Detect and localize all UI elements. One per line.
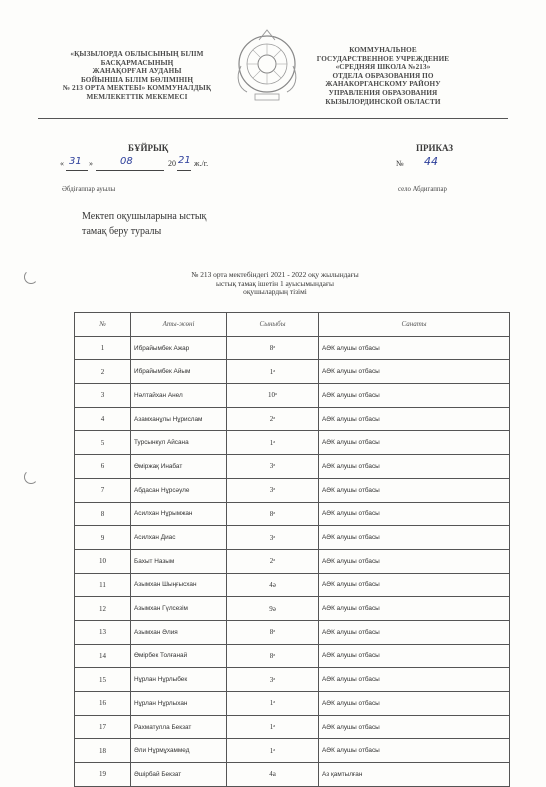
- table-row: [75, 644, 510, 668]
- student-table: [74, 312, 510, 787]
- student-category: АӘК алушы отбасы: [319, 526, 510, 550]
- list-title-line: оқушылардың тізімі: [243, 287, 307, 297]
- student-category: АӘК алушы отбасы: [319, 478, 510, 502]
- student-category: АӘК алушы отбасы: [319, 360, 510, 384]
- date-close-quote: »: [89, 159, 93, 168]
- student-grade: 4а: [227, 763, 319, 787]
- header-right-line: «СРЕДНЯЯ ШКОЛА №213»: [335, 63, 431, 72]
- student-name: Ибрайымбек Айым: [131, 360, 227, 384]
- row-number: 4: [75, 407, 131, 431]
- student-name: Азымхан Әлия: [131, 620, 227, 644]
- student-name: Азамханұлы Нұрислам: [131, 407, 227, 431]
- header-left-line: «ҚЫЗЫЛОРДА ОБЛЫСЫНЫҢ БІЛІМ: [70, 50, 204, 58]
- student-category: АӘК алушы отбасы: [319, 455, 510, 479]
- row-number: 16: [75, 692, 131, 716]
- order-date: [60, 155, 250, 172]
- table-row: [75, 620, 510, 644]
- row-number: 12: [75, 597, 131, 621]
- student-name: Нұрлан Нұрлыбек: [131, 668, 227, 692]
- student-grade: 2ᵃ: [227, 549, 319, 573]
- date-day: 31: [69, 156, 82, 167]
- order-label-russian: ПРИКАЗ: [416, 143, 454, 153]
- student-category: АӘК алушы отбасы: [319, 715, 510, 739]
- student-category: АӘК алушы отбасы: [319, 502, 510, 526]
- row-number: 8: [75, 502, 131, 526]
- header-right-line: КОММУНАЛЬНОЕ: [349, 46, 417, 54]
- table-row: [75, 455, 510, 479]
- header-right-line: ГОСУДАРСТВЕННОЕ УЧРЕЖДЕНИЕ: [316, 54, 450, 63]
- student-name: Асилхан Диас: [131, 526, 227, 550]
- student-grade: 8ᵃ: [227, 502, 319, 526]
- header-right-line: УПРАВЛЕНИЯ ОБРАЗОВАНИЯ: [328, 88, 438, 97]
- header-left-line: БАСҚАРМАСЫНЫҢ: [100, 58, 174, 67]
- student-category: АӘК алушы отбасы: [319, 739, 510, 763]
- table-row: [75, 668, 510, 692]
- header-left-line: № 213 ОРТА МЕКТЕБІ» КОММУНАЛДЫҚ: [62, 84, 212, 93]
- row-number: 18: [75, 739, 131, 763]
- header-left-line: БОЙЫНША БІЛІМ БӨЛІМІНІҢ: [80, 75, 194, 84]
- date-year-unit: ж./г.: [194, 159, 209, 168]
- order-label-kazakh: БҰЙРЫҚ: [128, 143, 169, 153]
- student-grade: 10ᵃ: [227, 384, 319, 408]
- table-row: [75, 384, 510, 408]
- student-name: Турсынкул Айсана: [131, 431, 227, 455]
- student-name: Асилхан Нұрымжан: [131, 502, 227, 526]
- row-number: 6: [75, 455, 131, 479]
- student-grade: 9ә: [227, 597, 319, 621]
- student-grade: 8ᵃ: [227, 620, 319, 644]
- column-header-grade: Сыныбы: [227, 313, 319, 337]
- date-year-suffix: 21: [178, 155, 191, 166]
- student-grade: 1ᵃ: [227, 360, 319, 384]
- header-kazakh-institution: [42, 50, 232, 102]
- header-right-line: КЫЗЫЛОРДИНСКОЙ ОБЛАСТИ: [325, 97, 441, 106]
- student-grade: 8ᵃ: [227, 644, 319, 668]
- student-grade: 2ᵃ: [227, 407, 319, 431]
- student-grade: 1ᵃ: [227, 739, 319, 763]
- date-open-quote: «: [60, 159, 64, 168]
- table-header-row: [75, 313, 510, 337]
- row-number: 14: [75, 644, 131, 668]
- list-title-line: № 213 орта мектебіндегі 2021 - 2022 оқу жылындағы: [191, 270, 359, 279]
- table-row: [75, 597, 510, 621]
- header-left-line: МЕМЛЕКЕТТІК МЕКЕМЕСІ: [86, 92, 188, 101]
- student-category: АӘК алушы отбасы: [319, 407, 510, 431]
- student-name: Азымхан Шыңғысхан: [131, 573, 227, 597]
- student-name: Нұрлан Нұрлыхан: [131, 692, 227, 716]
- date-month: 08: [120, 156, 133, 167]
- punch-hole-mark: [24, 270, 38, 284]
- row-number: 17: [75, 715, 131, 739]
- student-grade: 1ᵃ: [227, 692, 319, 716]
- student-name: Рахматулла Бекзат: [131, 715, 227, 739]
- student-name: Абдасан Нұрсәуле: [131, 478, 227, 502]
- date-year-prefix: 20: [168, 159, 176, 168]
- student-grade: 1ᵃ: [227, 715, 319, 739]
- student-grade: 3ᵃ: [227, 478, 319, 502]
- student-name: Әшірбай Бекзат: [131, 763, 227, 787]
- table-row: [75, 431, 510, 455]
- table-body: [75, 336, 510, 786]
- table-row: [75, 526, 510, 550]
- header-divider: [38, 118, 508, 119]
- table-row: [75, 739, 510, 763]
- header-russian-institution: [288, 46, 478, 106]
- state-emblem-icon: [233, 26, 301, 110]
- table-row: [75, 336, 510, 360]
- header-left-line: ЖАНАҚОРҒАН АУДАНЫ: [92, 67, 182, 76]
- student-name: Нәлтайхан Анел: [131, 384, 227, 408]
- subject-line-2: тамақ беру туралы: [82, 226, 162, 237]
- row-number: 5: [75, 431, 131, 455]
- row-number: 2: [75, 360, 131, 384]
- student-category: АӘК алушы отбасы: [319, 668, 510, 692]
- table-row: [75, 478, 510, 502]
- table-row: [75, 573, 510, 597]
- column-header-category: Санаты: [319, 313, 510, 337]
- row-number: 7: [75, 478, 131, 502]
- student-category: АӘК алушы отбасы: [319, 620, 510, 644]
- order-number-value: 44: [424, 155, 438, 168]
- table-row: [75, 549, 510, 573]
- number-prefix: №: [396, 159, 404, 168]
- student-grade: 3ᵃ: [227, 668, 319, 692]
- row-number: 19: [75, 763, 131, 787]
- student-name: Өміржақ Инабат: [131, 455, 227, 479]
- table-row: [75, 715, 510, 739]
- student-grade: 1ᵃ: [227, 431, 319, 455]
- student-category: АӘК алушы отбасы: [319, 431, 510, 455]
- student-grade: 3ᵃ: [227, 526, 319, 550]
- student-category: Аз қамтылған: [319, 763, 510, 787]
- table-row: [75, 360, 510, 384]
- student-category: АӘК алушы отбасы: [319, 384, 510, 408]
- table-row: [75, 407, 510, 431]
- table-row: [75, 692, 510, 716]
- student-name: Әли Нұрмұхаммед: [131, 739, 227, 763]
- column-header-name: Аты-жөні: [131, 313, 227, 337]
- row-number: 1: [75, 336, 131, 360]
- student-grade: 3ᵃ: [227, 455, 319, 479]
- student-name: Бахыт Назым: [131, 549, 227, 573]
- table-row: [75, 502, 510, 526]
- header-right-line: ОТДЕЛА ОБРАЗОВАНИЯ ПО: [332, 71, 434, 80]
- place-kazakh: Әбдіғаппар ауылы: [62, 186, 116, 193]
- student-category: АӘК алушы отбасы: [319, 644, 510, 668]
- list-title: [150, 271, 400, 297]
- student-grade: 8ᵃ: [227, 336, 319, 360]
- row-number: 9: [75, 526, 131, 550]
- student-category: АӘК алушы отбасы: [319, 597, 510, 621]
- subject-line-1: Мектеп оқушыларына ыстық: [82, 211, 207, 222]
- student-category: АӘК алушы отбасы: [319, 692, 510, 716]
- punch-hole-mark: [24, 470, 38, 484]
- header-right-line: ЖАНАКОРГАНСКОМУ РАЙОНУ: [325, 80, 441, 89]
- list-title-line: ыстық тамақ ішетін 1 ауысымындағы: [216, 278, 334, 288]
- row-number: 15: [75, 668, 131, 692]
- student-category: АӘК алушы отбасы: [319, 549, 510, 573]
- order-number: [396, 155, 508, 172]
- row-number: 10: [75, 549, 131, 573]
- column-header-number: №: [75, 313, 131, 337]
- table-row: [75, 763, 510, 787]
- place-russian: село Абдигаппар: [398, 186, 447, 193]
- row-number: 3: [75, 384, 131, 408]
- student-category: АӘК алушы отбасы: [319, 336, 510, 360]
- row-number: 11: [75, 573, 131, 597]
- order-subject: [82, 209, 206, 239]
- student-name: Азымхан Гүлсезім: [131, 597, 227, 621]
- student-grade: 4ә: [227, 573, 319, 597]
- row-number: 13: [75, 620, 131, 644]
- student-category: АӘК алушы отбасы: [319, 573, 510, 597]
- student-name: Ибрайымбек Ажар: [131, 336, 227, 360]
- student-name: Өмірбек Толғанай: [131, 644, 227, 668]
